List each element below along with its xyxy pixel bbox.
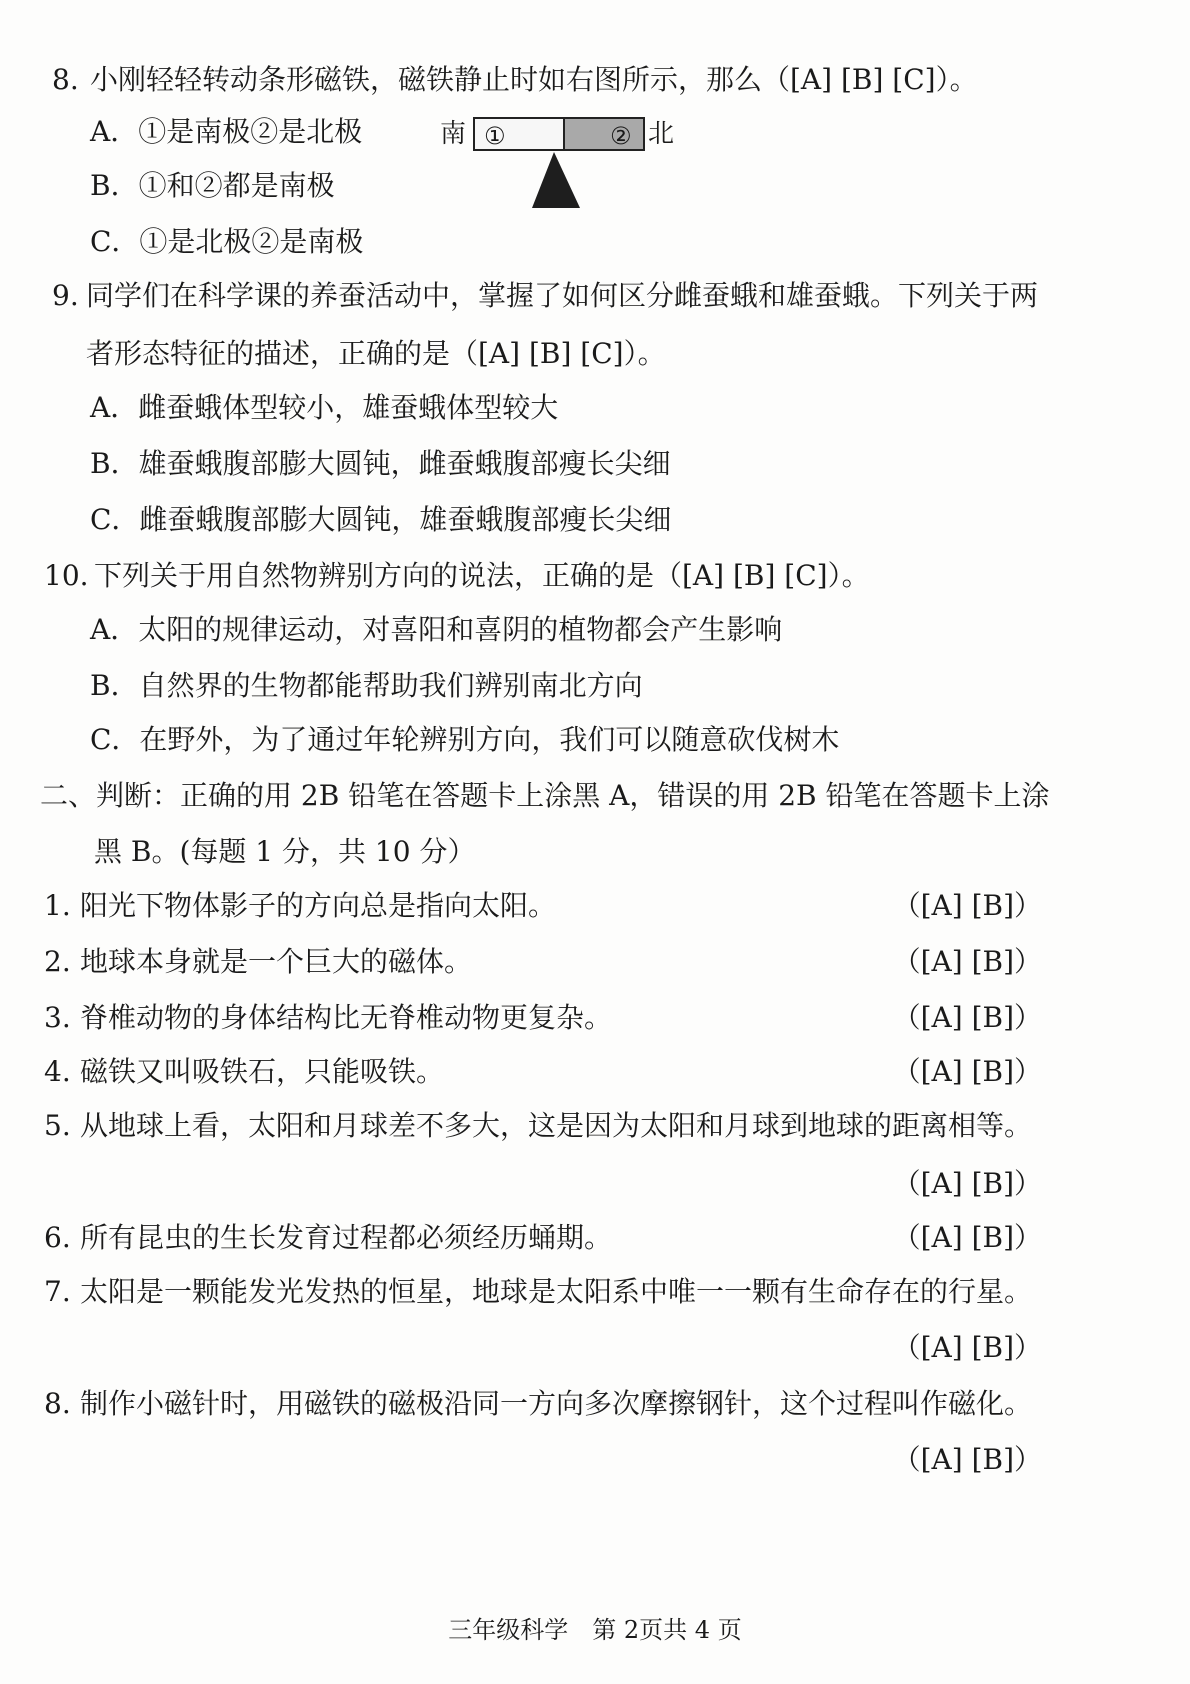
section2-title-1: 二、判断：正确的用 2B 铅笔在答题卡上涂黑 A，错误的用 2B 铅笔在答题卡上涂 [40, 779, 1050, 812]
judge-number: 6. [44, 1221, 71, 1254]
magnet-stand [532, 152, 580, 208]
judge-number: 7. [44, 1275, 71, 1308]
judge-number: 8. [44, 1387, 71, 1420]
q10-number: 10. [44, 559, 89, 592]
figure-south-label: 南 [440, 119, 467, 149]
judge-text: 所有昆虫的生长发育过程都必须经历蛹期。 [80, 1221, 613, 1254]
q8-number: 8. [52, 63, 79, 96]
judge-answer-box: （[A] [B]） [892, 945, 1042, 978]
judge-number: 1. [44, 889, 71, 922]
q10-option-a-text: A．太阳的规律运动，对喜阳和喜阴的植物都会产生影响 [90, 613, 783, 646]
judge-text: 磁铁又叫吸铁石，只能吸铁。 [80, 1055, 445, 1088]
judge-number: 3. [44, 1001, 71, 1034]
q8-option-c-text: C．①是北极②是南极 [90, 225, 364, 258]
judge-answer-box: （[A] [B]） [892, 1001, 1042, 1034]
judge-number: 5. [44, 1109, 71, 1142]
q9-option-b-text: B．雄蚕蛾腹部膨大圆钝，雌蚕蛾腹部瘦长尖细 [90, 447, 671, 480]
q8-option-a-text: A．①是南极②是北极 [90, 115, 363, 148]
judge-answer-box: （[A] [B]） [892, 1443, 1042, 1476]
magnet-figure [440, 112, 680, 222]
magnet-right-half [564, 118, 644, 150]
magnet-end-2: ② [610, 122, 632, 150]
q10-option-c-text: C．在野外，为了通过年轮辨别方向，我们可以随意砍伐树木 [90, 723, 840, 756]
judge-number: 2. [44, 945, 71, 978]
q8-stem: 小刚轻轻转动条形磁铁，磁铁静止时如右图所示，那么（[A] [B] [C]）。 [90, 63, 978, 96]
section2-title-2: 黑 B。(每题 1 分，共 10 分） [94, 835, 476, 868]
q10-stem: 下列关于用自然物辨别方向的说法，正确的是（[A] [B] [C]）。 [94, 559, 870, 592]
q10-option-b-text: B．自然界的生物都能帮助我们辨别南北方向 [90, 669, 643, 702]
judge-text: 制作小磁针时，用磁铁的磁极沿同一方向多次摩擦钢针，这个过程叫作磁化。 [80, 1387, 1033, 1420]
judge-answer-box: （[A] [B]） [892, 1221, 1042, 1254]
figure-north-label: 北 [648, 119, 675, 149]
q8-option-b-text: B．①和②都是南极 [90, 169, 335, 202]
judge-text: 地球本身就是一个巨大的磁体。 [80, 945, 473, 978]
q9-option-c-text: C．雌蚕蛾腹部膨大圆钝，雄蚕蛾腹部瘦长尖细 [90, 503, 672, 536]
judge-answer-box: （[A] [B]） [892, 1331, 1042, 1364]
judge-answer-box: （[A] [B]） [892, 1167, 1042, 1200]
q9-stem-2: 者形态特征的描述，正确的是（[A] [B] [C]）。 [86, 337, 666, 370]
q9-number: 9. [52, 279, 79, 312]
magnet-end-1: ① [484, 122, 506, 150]
judge-answer-box: （[A] [B]） [892, 889, 1042, 922]
q9-option-a-text: A．雌蚕蛾体型较小，雄蚕蛾体型较大 [90, 391, 559, 424]
judge-text: 太阳是一颗能发光发热的恒星，地球是太阳系中唯一一颗有生命存在的行星。 [80, 1275, 1033, 1308]
judge-text: 从地球上看，太阳和月球差不多大，这是因为太阳和月球到地球的距离相等。 [80, 1109, 1033, 1142]
judge-number: 4. [44, 1055, 71, 1088]
q9-stem-1: 同学们在科学课的养蚕活动中，掌握了如何区分雌蚕蛾和雄蚕蛾。下列关于两 [86, 279, 1039, 312]
page-footer: 三年级科学 第 2页共 4 页 [448, 1616, 742, 1644]
judge-text: 阳光下物体影子的方向总是指向太阳。 [80, 889, 557, 922]
judge-answer-box: （[A] [B]） [892, 1055, 1042, 1088]
judge-text: 脊椎动物的身体结构比无脊椎动物更复杂。 [80, 1001, 613, 1034]
